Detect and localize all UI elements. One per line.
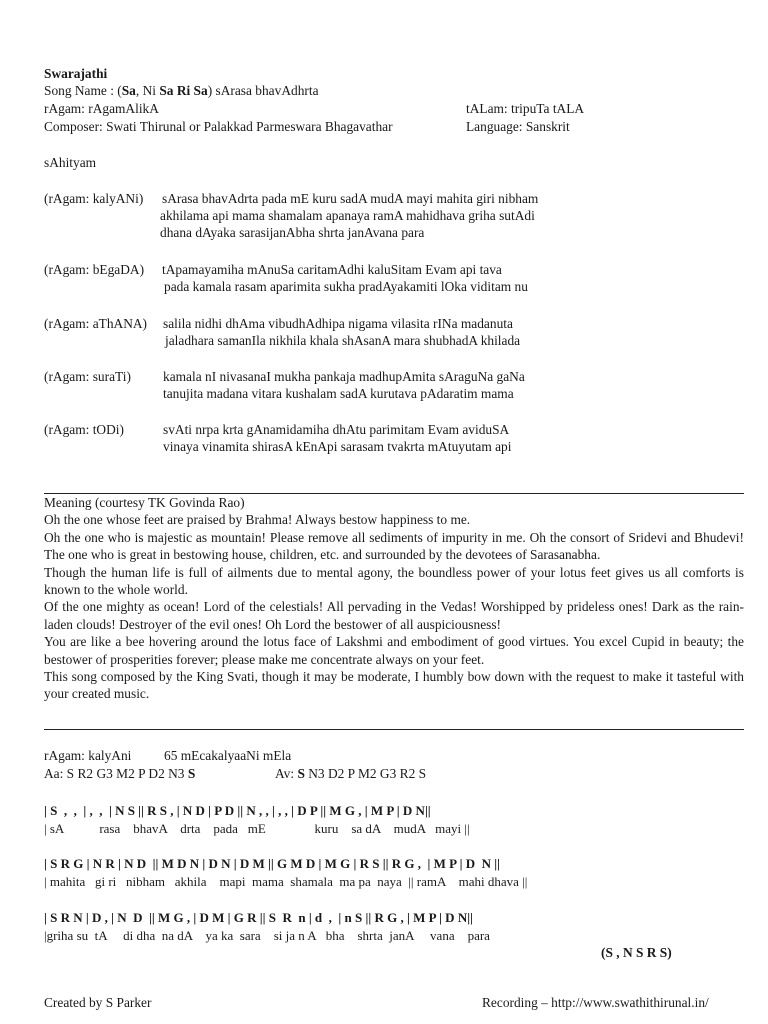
section-raga-begada: (rAgam: bEgaDA) bbox=[44, 262, 145, 277]
notation-sahitya-1: | sA rasa bhavA drta pada mE kuru sa dA mudA mayi || bbox=[44, 821, 470, 836]
lyric-line: dhana dAyaka sarasijanAbha shrta janAvana para bbox=[160, 225, 425, 240]
document-title: Swarajathi bbox=[44, 66, 108, 81]
lyric-line: sArasa bhavAdrta pada mE kuru sadA mudA mayi mahita giri nibham bbox=[162, 191, 539, 206]
recording-link[interactable]: Recording – http://www.swathithirunal.in/ bbox=[482, 995, 709, 1010]
meaning-paragraph: Oh the one who is majestic as mountain! Please remove all sediments of impurity in me. Oh the consort of Sridevi and Bhudevi! The one who is great in bestowing house, children, etc. and surrounded by the devotees of Sarasanabha. bbox=[44, 529, 744, 563]
ragam-line: rAgam: rAgamAlikA bbox=[44, 101, 159, 116]
lyric-line: jaladhara samanIla nikhila khala shAsanA mara shubhadA khilada bbox=[165, 333, 521, 348]
notation-swaras-2: | S R G | N R | N D || M D N | D N | D M || G M D | M G | R S || R G , | M P | D N || bbox=[44, 856, 500, 871]
section-raga-kalyani: (rAgam: kalyANi) bbox=[44, 191, 144, 206]
lyric-line: tanujita madana vitara kushalam sadA kurutava pAdaratim mama bbox=[163, 386, 514, 401]
song-name bbox=[44, 82, 319, 99]
lyric-line: pada kamala rasam aparimita sukha pradAyakamiti lOka viditam nu bbox=[164, 279, 528, 294]
language-line: Language: Sanskrit bbox=[466, 119, 570, 134]
section-raga-surati: (rAgam: suraTi) bbox=[44, 369, 131, 384]
avarohanam-label: Av: bbox=[275, 766, 298, 781]
lyric-line: akhilama api mama shamalam apanaya ramA mahidhava griha sutAdi bbox=[160, 208, 535, 223]
arohanam-upper-sa: S bbox=[187, 766, 196, 781]
composer-line: Composer: Swati Thirunal or Palakkad Parmeswara Bhagavathar bbox=[44, 119, 393, 134]
lyric-line: svAti nrpa krta gAnamidamiha dhAtu parimitam Evam aviduSA bbox=[163, 422, 510, 437]
notation-sahitya-2: | mahita gi ri nibham akhila mapi mama shamala ma pa naya || ramA mahi dhava || bbox=[44, 874, 528, 889]
avarohanam-rest: N3 D2 P M2 G3 R2 S bbox=[304, 766, 427, 781]
sahityam-heading: sAhityam bbox=[44, 155, 97, 170]
section-raga-athana: (rAgam: aThANA) bbox=[44, 316, 147, 331]
closing-swaras: (S , N S R S) bbox=[601, 945, 672, 960]
avarohanam-upper-sa: S bbox=[297, 766, 305, 781]
raga-name: rAgam: kalyAni bbox=[44, 748, 132, 763]
lyric-line: vinaya vinamita shirasA kEnApi sarasam tvakrta mAtuyutam api bbox=[163, 439, 512, 454]
lyric-line: tApamayamiha mAnuSa caritamAdhi kaluSitam Evam api tava bbox=[162, 262, 502, 277]
song-name-label: Song Name : ( bbox=[44, 83, 122, 98]
meaning-block bbox=[44, 494, 744, 703]
meaning-paragraph: Though the human life is full of ailments due to mental agony, the boundless power of your lotus feet gives us all comforts is known to the whole world. bbox=[44, 564, 744, 598]
divider-bottom bbox=[44, 729, 744, 730]
meaning-paragraph: Of the one mighty as ocean! Lord of the celestials! All pervading in the Vedas! Worshipped by prideless ones! Dark as the rain-laden clouds! Destroyer of the evil ones! Oh Lord the bestower of all auspiciousness! bbox=[44, 599, 744, 632]
meaning-paragraph: This song composed by the King Svati, though it may be moderate, I humbly bow down with the request to make it tasteful with your created music. bbox=[44, 669, 744, 702]
arohanam bbox=[44, 765, 195, 782]
arohanam-text: Aa: S R2 G3 M2 P D2 N3 bbox=[44, 766, 188, 781]
created-by: Created by S Parker bbox=[44, 995, 152, 1010]
notation-swaras-3: | S R N | D , | N D || M G , | D M | G R || S R n | d , | n S || R G , | M P | D N|| bbox=[44, 910, 473, 925]
talam-line: tALam: tripuTa tALA bbox=[466, 101, 585, 116]
melam: 65 mEcakalyaaNi mEla bbox=[164, 748, 292, 763]
notation-sahitya-3: |griha su tA di dha na dA ya ka sara si ja n A bha shrta janA vana para bbox=[44, 928, 490, 943]
song-name-rest: ) sArasa bhavAdhrta bbox=[207, 83, 319, 98]
song-name-sarisa: Sa Ri Sa bbox=[159, 83, 208, 98]
lyric-line: salila nidhi dhAma vibudhAdhipa nigama vilasita rINa madanuta bbox=[163, 316, 513, 331]
section-raga-todi: (rAgam: tODi) bbox=[44, 422, 124, 437]
notation-swaras-1: | S , , | , , | N S || R S , | N D | P D || N , , | , , | D P || M G , | M P | D N|| bbox=[44, 803, 431, 818]
meaning-paragraph: You are like a bee hovering around the lotus face of Lakshmi and embodiment of good virtues. You excel Cupid in beauty; the bestower of prosperities forever; please make me concentrate always on your feet. bbox=[44, 634, 744, 667]
avarohanam bbox=[275, 765, 426, 782]
meaning-paragraph: Oh the one whose feet are praised by Brahma! Always bestow happiness to me. bbox=[44, 512, 471, 528]
song-name-sa: Sa bbox=[121, 83, 136, 98]
lyric-line: kamala nI nivasanaI mukha pankaja madhupAmita sAraguNa gaNa bbox=[163, 369, 525, 384]
meaning-heading: Meaning (courtesy TK Govinda Rao) bbox=[44, 495, 245, 510]
song-name-ni: , Ni bbox=[135, 83, 160, 98]
